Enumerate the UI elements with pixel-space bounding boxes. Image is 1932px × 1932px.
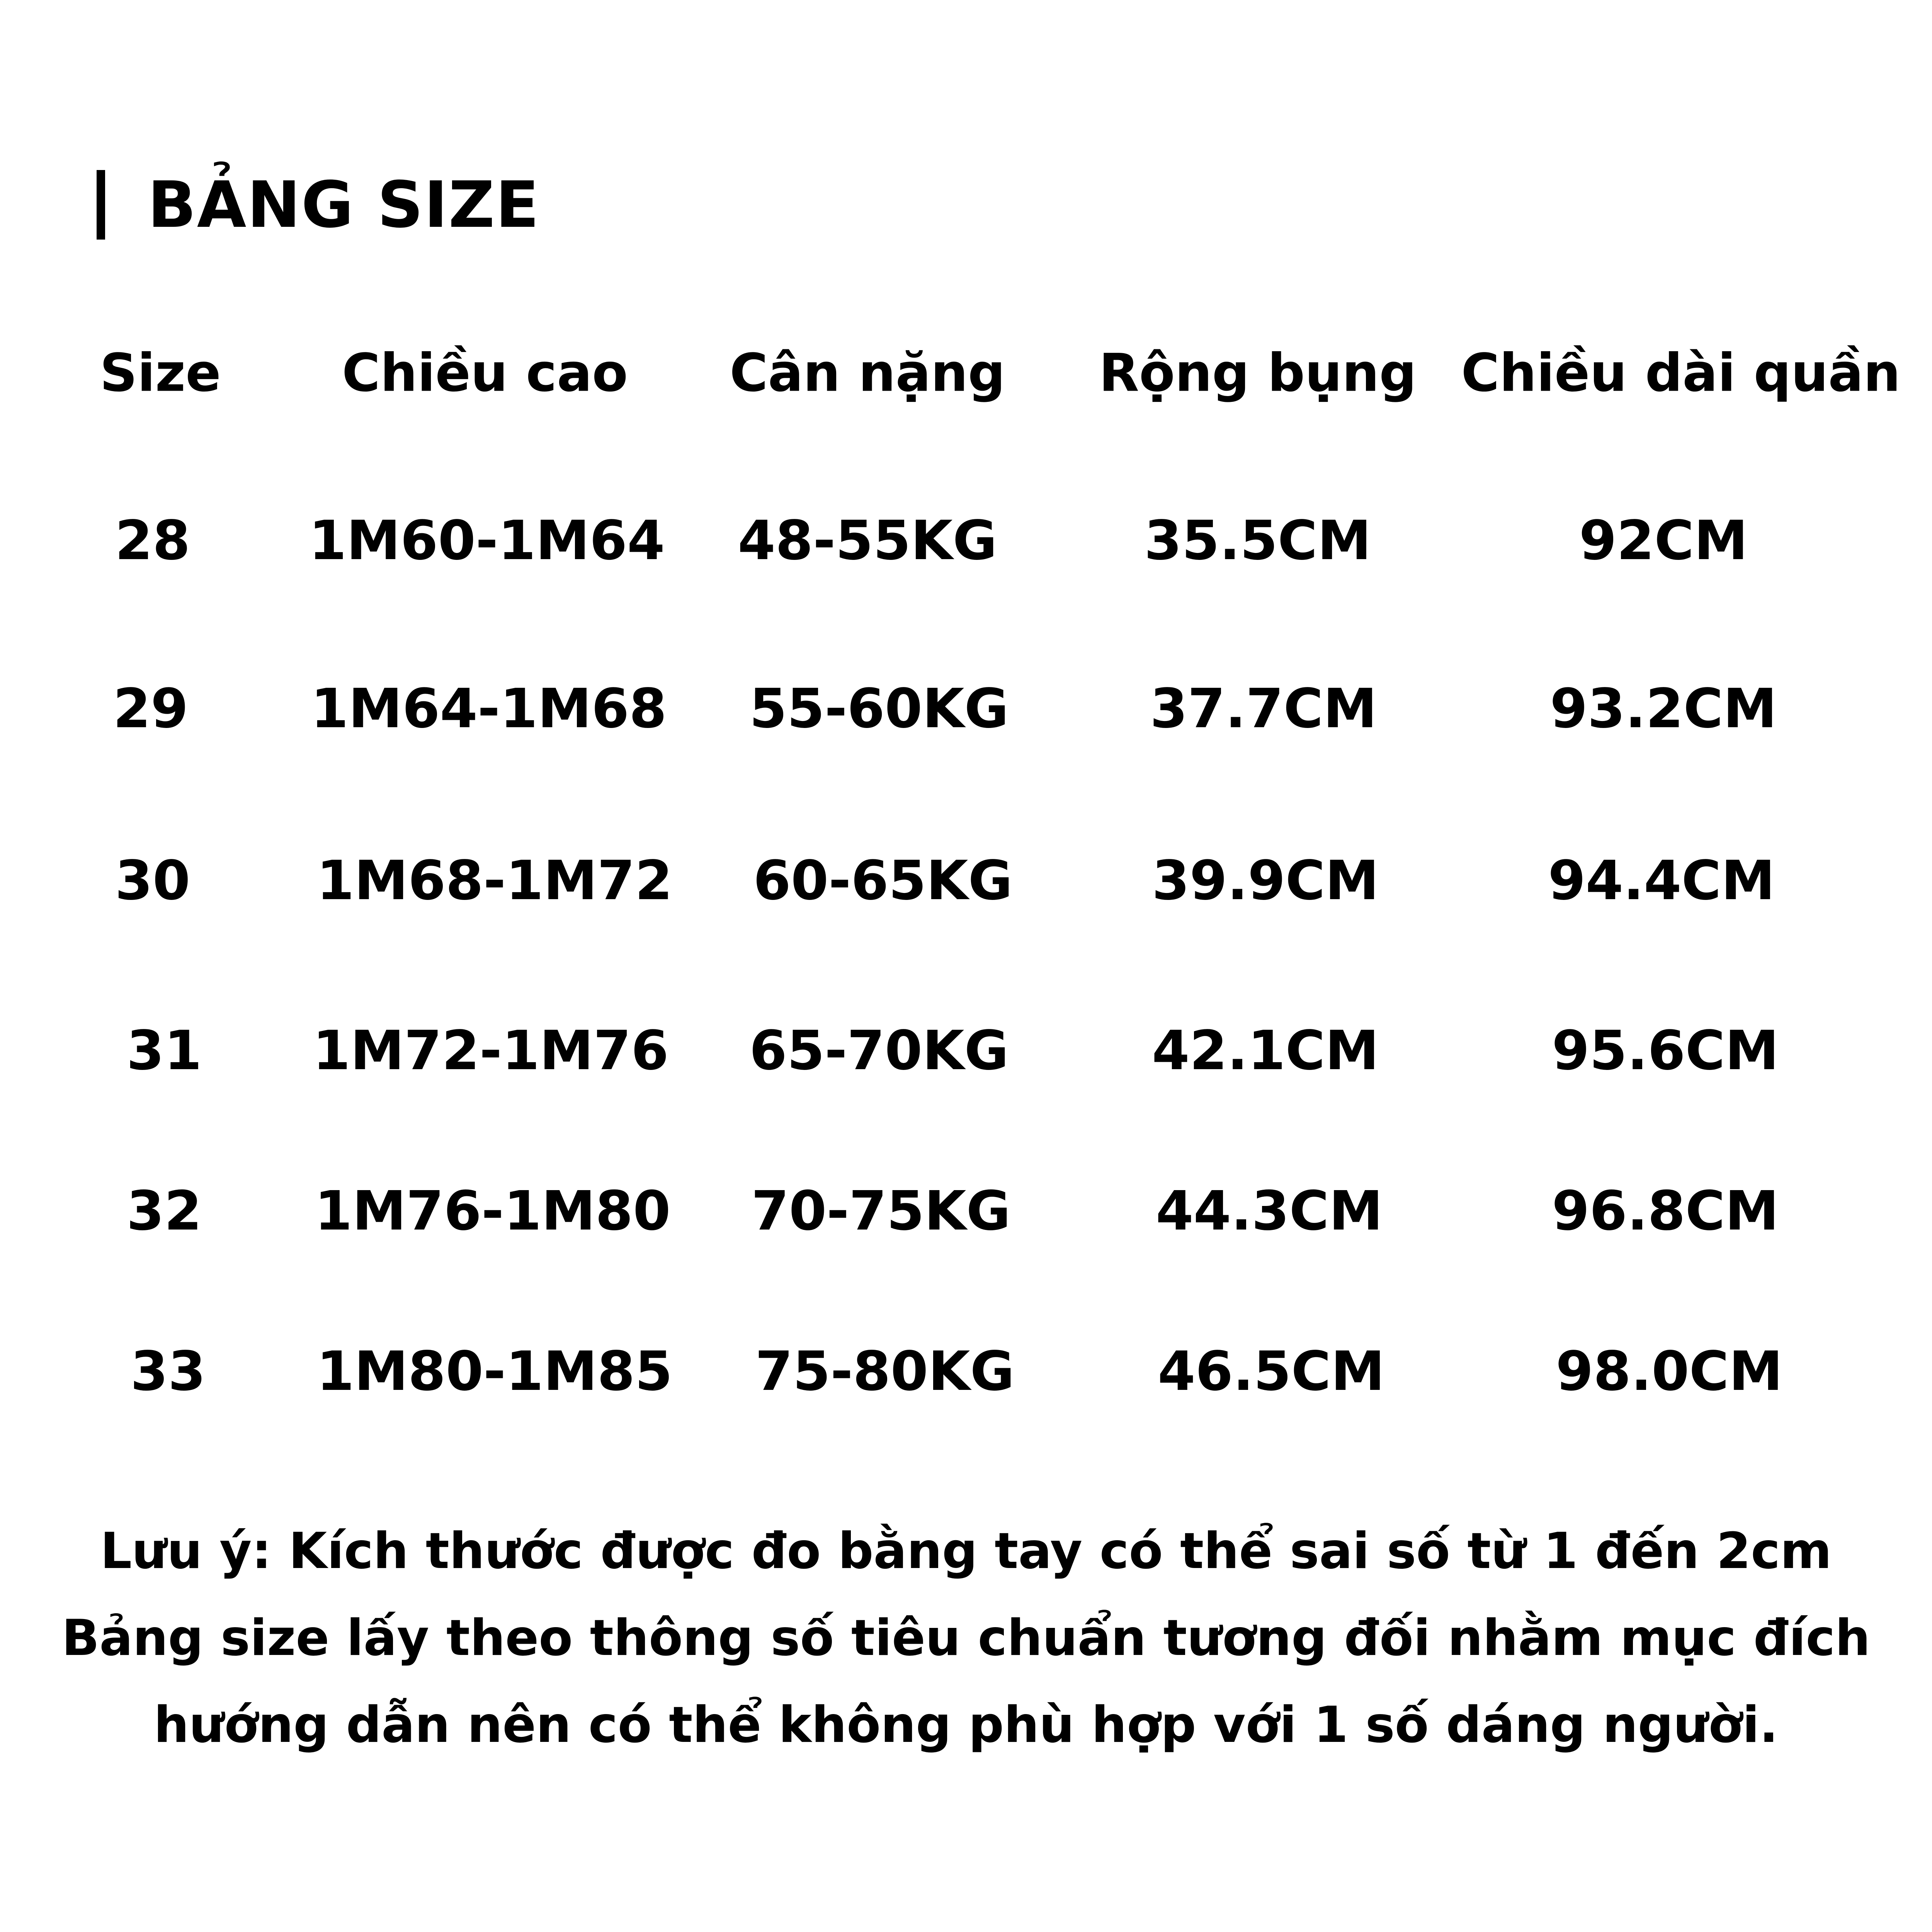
header-height: Chiều cao	[342, 342, 628, 403]
table-cell: 39.9CM	[1152, 849, 1379, 912]
table-cell: 92CM	[1579, 509, 1748, 572]
table-cell: 70-75KG	[751, 1180, 1011, 1243]
note-line-1: Lưu ý: Kích thước được đo bằng tay có thể sai số từ 1 đến 2cm	[100, 1522, 1832, 1580]
table-cell: 60-65KG	[753, 849, 1013, 912]
page-title: BẢNG SIZE	[148, 167, 540, 242]
table-cell: 37.7CM	[1150, 677, 1377, 740]
table-cell: 93.2CM	[1550, 677, 1777, 740]
header-waist: Rộng bụng	[1099, 342, 1417, 403]
table-cell: 1M68-1M72	[316, 849, 673, 912]
table-cell: 42.1CM	[1152, 1019, 1379, 1082]
table-cell: 65-70KG	[749, 1019, 1009, 1082]
table-cell: 35.5CM	[1144, 509, 1371, 572]
table-cell: 98.0CM	[1556, 1340, 1783, 1403]
note-line-2: Bảng size lấy theo thông số tiêu chuẩn tương đối nhằm mục đích	[61, 1609, 1871, 1667]
table-cell: 46.5CM	[1158, 1340, 1385, 1403]
table-cell: 75-80KG	[755, 1340, 1015, 1403]
table-cell: 48-55KG	[738, 509, 997, 572]
table-cell: 55-60KG	[749, 677, 1009, 740]
table-cell: 1M60-1M64	[309, 509, 665, 572]
table-cell: 1M72-1M76	[313, 1019, 669, 1082]
header-size: Size	[100, 342, 221, 403]
header-length: Chiều dài quần	[1461, 342, 1901, 403]
note-line-3: hướng dẫn nên có thể không phù hợp với 1 số dáng người.	[154, 1696, 1778, 1754]
table-cell: 94.4CM	[1548, 849, 1775, 912]
title-accent-bar	[97, 170, 105, 240]
table-cell: 30	[115, 849, 190, 912]
table-cell: 33	[130, 1340, 206, 1403]
table-cell: 28	[115, 509, 190, 572]
header-weight: Cân nặng	[730, 342, 1005, 403]
title-block	[97, 166, 540, 243]
table-cell: 32	[126, 1180, 202, 1243]
table-cell: 1M80-1M85	[316, 1340, 673, 1403]
table-cell: 44.3CM	[1156, 1180, 1383, 1243]
table-cell: 31	[126, 1019, 202, 1082]
table-cell: 29	[113, 677, 189, 740]
table-cell: 1M64-1M68	[311, 677, 667, 740]
table-cell: 96.8CM	[1552, 1180, 1779, 1243]
table-cell: 1M76-1M80	[315, 1180, 671, 1243]
table-cell: 95.6CM	[1552, 1019, 1779, 1082]
